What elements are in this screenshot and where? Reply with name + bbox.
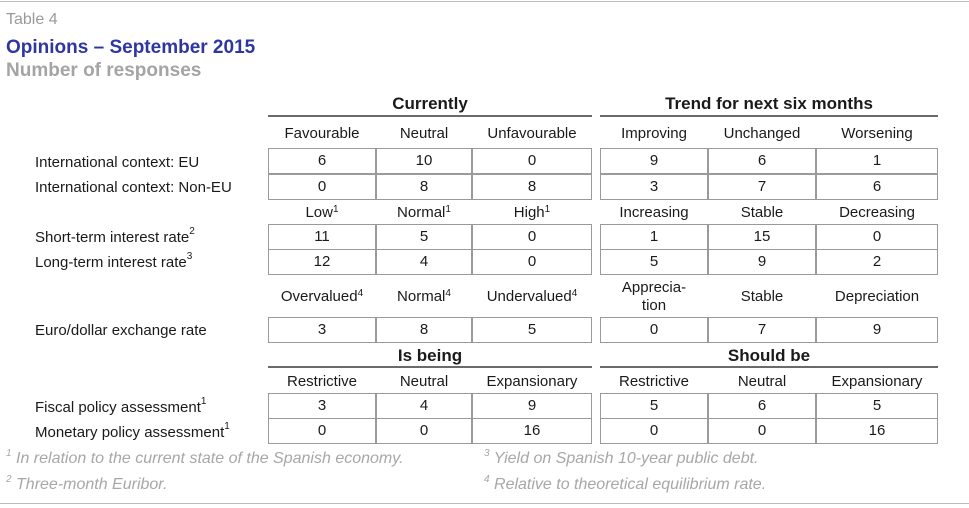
table-cell: 10 bbox=[376, 148, 472, 174]
table-cell: 2 bbox=[816, 249, 938, 275]
table-cell: 11 bbox=[268, 224, 376, 250]
table-cell: 6 bbox=[816, 174, 938, 200]
footnote-2: $^2$ Three-month Euribor. bbox=[6, 474, 168, 493]
table-cell: 12 bbox=[268, 249, 376, 275]
table-cell: 3 bbox=[600, 174, 708, 200]
bottom-rule bbox=[0, 503, 969, 504]
table-cell: 1 bbox=[600, 224, 708, 250]
table-cell: 0 bbox=[268, 418, 376, 444]
col-header-high: High$^1$ bbox=[513, 204, 551, 221]
row-label-short-term-rate: Short-term interest rate$^2$ bbox=[35, 226, 195, 246]
col-header-neutral-should: Neutral bbox=[737, 373, 787, 390]
col-header-worsening: Worsening bbox=[841, 125, 913, 142]
group-header-should-be: Should be bbox=[727, 346, 811, 365]
col-header-normal: Normal$^1$ bbox=[397, 204, 451, 221]
table-cell: 0 bbox=[816, 224, 938, 250]
col-header-increasing: Increasing bbox=[619, 204, 689, 221]
table-cell: 9 bbox=[600, 148, 708, 174]
table-cell: 1 bbox=[816, 148, 938, 174]
col-header-stable-exchange: Stable bbox=[740, 288, 784, 305]
col-header-expansionary-should: Expansionary bbox=[831, 373, 923, 390]
col-header-stable: Stable bbox=[740, 204, 784, 221]
col-header-undervalued: Undervalued$^4$ bbox=[486, 288, 578, 305]
col-header-restrictive: Restrictive bbox=[286, 373, 357, 390]
table-cell: 8 bbox=[472, 174, 592, 200]
col-header-unfavourable: Unfavourable bbox=[487, 125, 577, 142]
col-header-expansionary: Expansionary bbox=[486, 373, 578, 390]
table-cell: 0 bbox=[708, 418, 816, 444]
group-header-is-being: Is being bbox=[397, 346, 463, 365]
col-header-appreciation: Apprecia- tion bbox=[621, 279, 687, 314]
col-header-normal-exchange: Normal$^4$ bbox=[397, 288, 451, 305]
table-cell: 7 bbox=[708, 174, 816, 200]
table-cell: 5 bbox=[376, 224, 472, 250]
table-cell: 15 bbox=[708, 224, 816, 250]
footnote-1: $^1$ In relation to the current state of the Spanish economy. bbox=[6, 448, 404, 467]
row-label-intl-eu: International context: EU bbox=[35, 154, 200, 171]
table-cell: 8 bbox=[376, 317, 472, 343]
table-cell: 16 bbox=[472, 418, 592, 444]
table-cell: 3 bbox=[268, 317, 376, 343]
footnote-4: $^4$ Relative to theoretical equilibrium rate. bbox=[484, 474, 767, 493]
row-label-euro-dollar: Euro/dollar exchange rate bbox=[35, 322, 207, 339]
group-rule-currently bbox=[268, 115, 592, 117]
top-rule bbox=[0, 1, 969, 2]
table-cell: 0 bbox=[472, 249, 592, 275]
col-header-improving: Improving bbox=[621, 125, 687, 142]
group-rule-is-being bbox=[268, 366, 592, 368]
table-cell: 5 bbox=[816, 393, 938, 419]
col-header-unchanged: Unchanged bbox=[723, 125, 801, 142]
table-cell: 5 bbox=[600, 249, 708, 275]
table-cell: 5 bbox=[472, 317, 592, 343]
table-cell: 9 bbox=[472, 393, 592, 419]
table-cell: 0 bbox=[600, 317, 708, 343]
table-cell: 16 bbox=[816, 418, 938, 444]
col-header-restrictive-should: Restrictive bbox=[618, 373, 689, 390]
table-cell: 9 bbox=[708, 249, 816, 275]
col-header-low: Low$^1$ bbox=[305, 204, 339, 221]
row-label-monetary-policy: Monetary policy assessment$^1$ bbox=[35, 421, 230, 441]
table-cell: 0 bbox=[472, 224, 592, 250]
col-header-neutral: Neutral bbox=[399, 125, 449, 142]
col-header-neutral-policy: Neutral bbox=[399, 373, 449, 390]
table-label: Table 4 bbox=[6, 11, 58, 28]
table-cell: 0 bbox=[376, 418, 472, 444]
table-cell: 7 bbox=[708, 317, 816, 343]
table-cell: 8 bbox=[376, 174, 472, 200]
table-cell: 3 bbox=[268, 393, 376, 419]
table-cell: 4 bbox=[376, 393, 472, 419]
table-cell: 6 bbox=[268, 148, 376, 174]
col-header-depreciation: Depreciation bbox=[834, 288, 920, 305]
row-label-long-term-rate: Long-term interest rate$^3$ bbox=[35, 251, 193, 271]
table-cell: 0 bbox=[472, 148, 592, 174]
row-label-fiscal-policy: Fiscal policy assessment$^1$ bbox=[35, 396, 207, 416]
group-rule-should-be bbox=[600, 366, 938, 368]
group-header-currently: Currently bbox=[392, 94, 468, 113]
page-subtitle: Number of responses bbox=[6, 60, 202, 81]
group-rule-trend bbox=[600, 115, 938, 117]
row-label-intl-non-eu: International context: Non-EU bbox=[35, 179, 232, 196]
col-header-favourable: Favourable bbox=[284, 125, 360, 142]
col-header-decreasing: Decreasing bbox=[839, 204, 915, 221]
page-title: Opinions – September 2015 bbox=[6, 37, 256, 58]
table-cell: 9 bbox=[816, 317, 938, 343]
table-cell: 0 bbox=[268, 174, 376, 200]
table-cell: 5 bbox=[600, 393, 708, 419]
table-cell: 4 bbox=[376, 249, 472, 275]
footnote-3: $^3$ Yield on Spanish 10-year public debt. bbox=[484, 448, 759, 467]
table-cell: 6 bbox=[708, 148, 816, 174]
table-cell: 0 bbox=[600, 418, 708, 444]
col-header-overvalued: Overvalued$^4$ bbox=[280, 288, 364, 305]
group-header-trend: Trend for next six months bbox=[665, 94, 873, 113]
table-cell: 6 bbox=[708, 393, 816, 419]
